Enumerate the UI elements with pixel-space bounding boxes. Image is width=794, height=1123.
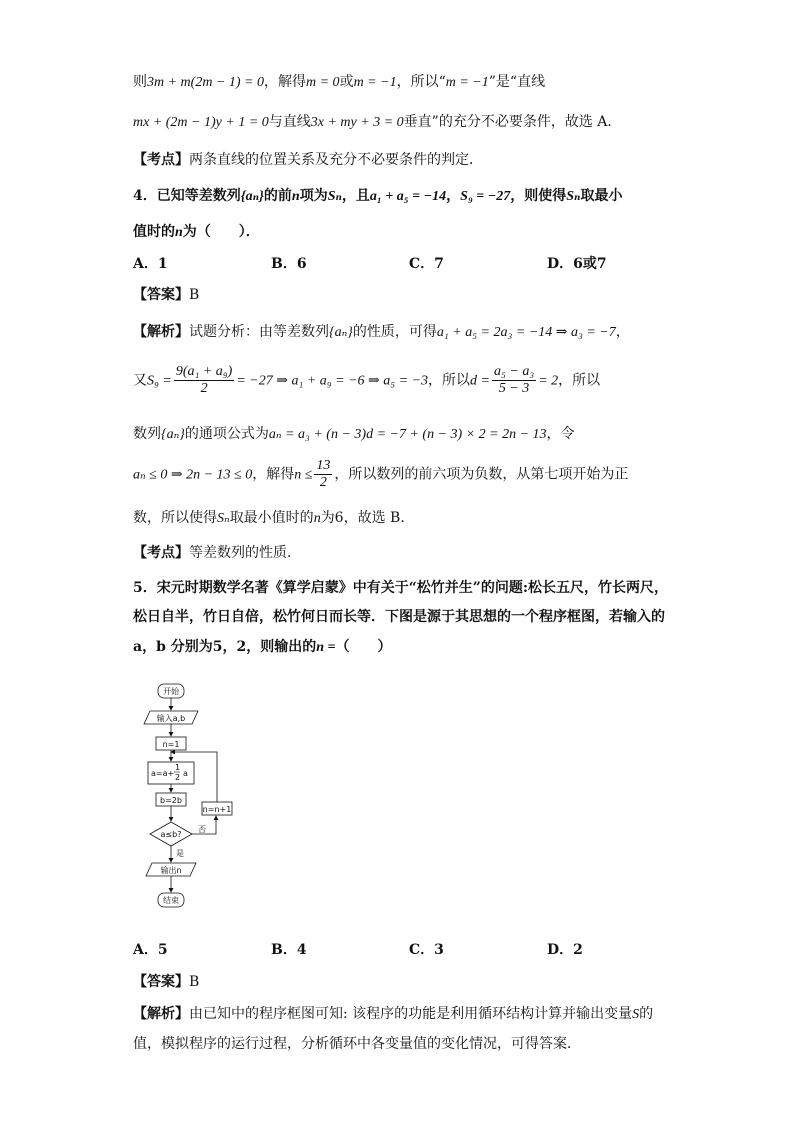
flow-input-label: 输入a,b xyxy=(156,714,186,723)
math-expr: aₙ ≤ 0 ⇒ 2n − 13 ≤ 0 xyxy=(133,467,253,483)
math-expr: S₉ = −27 xyxy=(460,189,511,204)
text: 取最小值时的 xyxy=(229,510,314,526)
q4-explanation-5 xyxy=(133,508,414,529)
text: 或 xyxy=(339,74,354,90)
text: 数列 xyxy=(133,426,161,442)
text: 又 xyxy=(133,372,147,389)
text: 为6，故选 B． xyxy=(320,510,415,526)
math-expr: = 2 xyxy=(538,373,559,389)
jiexi-tag: 【解析】 xyxy=(133,324,189,340)
math-expr: S xyxy=(632,1007,640,1022)
q5-line-3 xyxy=(133,637,391,658)
fraction-denominator: 5 − 3 xyxy=(498,381,530,396)
math-expr: {aₙ} xyxy=(161,427,185,442)
q5-explanation-1 xyxy=(133,1004,653,1025)
math-expr: 3m + m(2m − 1) = 0 xyxy=(147,75,264,90)
math-expr: = −27 ⇒ a₁ + a₉ = −6 ⇒ a₅ = −3 xyxy=(236,373,429,389)
kaodian-text: 等差数列的性质. xyxy=(189,545,292,561)
text: ， xyxy=(615,324,630,340)
p1-line-2 xyxy=(133,112,621,133)
q5-line-2: 松日自半，竹日自倍，松竹何日而长等．下图是源于其思想的一个程序框图，若输入的 xyxy=(133,609,665,625)
q4-explanation-1 xyxy=(133,322,630,343)
text: ，所以 xyxy=(558,372,601,389)
math-expr: aₙ = a₃ + (n − 3)d = −7 + (n − 3) × 2 = 2n − 13 xyxy=(268,427,547,442)
math-expr: mx + (2m − 1)y + 1 = 0 xyxy=(133,115,269,130)
math-expr: m = −1 xyxy=(353,75,397,90)
flow-yes-label: 是 xyxy=(176,849,184,858)
q4-option-c: C．7 xyxy=(409,256,444,272)
text: 为（ ）． xyxy=(182,224,260,240)
text: 由已知中的程序框图可知: 该程序的功能是利用循环结构计算并输出变量 xyxy=(189,1006,633,1022)
fraction xyxy=(492,364,536,397)
math-expr: m = 0 xyxy=(306,75,340,90)
program-flowchart xyxy=(138,680,248,912)
math-expr: n xyxy=(291,189,300,204)
q4-explanation-4 xyxy=(133,458,628,491)
kaodian-tag: 【考点】 xyxy=(133,152,189,168)
q5-option-c: C．3 xyxy=(409,942,444,958)
kaodian-tag: 【考点】 xyxy=(133,545,189,561)
text: 的通项公式为 xyxy=(184,426,269,442)
math-expr: Sₙ xyxy=(217,511,230,526)
flow-end-label: 结束 xyxy=(163,896,179,905)
answer-value: B xyxy=(189,287,200,303)
text: ，且 xyxy=(341,188,370,204)
q5-line-1: 5．宋元时期数学名著《算学启蒙》中有关于“松竹并生”的问题:松长五尺，竹长两尺， xyxy=(133,580,669,596)
fraction-numerator: a₅ − a₃ xyxy=(494,364,535,379)
text: ，所以“ xyxy=(396,74,446,90)
flow-output-label: 输出n xyxy=(160,866,182,875)
text: （ ） xyxy=(335,639,392,655)
text: 则 xyxy=(133,74,147,90)
text: 值时的 xyxy=(133,224,175,240)
text: 试题分析：由等差数列 xyxy=(189,324,329,340)
flow-decision-label: a≤b? xyxy=(160,830,182,839)
text: 数，所以使得 xyxy=(133,510,217,526)
q4-option-d: D．6或7 xyxy=(547,256,607,272)
q4-answer xyxy=(133,285,199,305)
text: a，b 分别为5，2，则输出的 xyxy=(133,639,317,655)
flow-start-label: 开始 xyxy=(163,687,179,696)
fraction-numerator: 9(a₁ + a₉) xyxy=(175,364,233,379)
flow-init-label: n=1 xyxy=(162,740,180,749)
text: 的前 xyxy=(263,188,292,204)
answer-value: B xyxy=(189,974,200,990)
q4-explanation-2 xyxy=(133,364,600,397)
fraction xyxy=(314,458,332,491)
math-expr: n xyxy=(313,511,321,526)
flow-step-a-post: a xyxy=(183,769,188,778)
q4-option-b: B．6 xyxy=(271,256,307,272)
jiexi-tag: 【解析】 xyxy=(133,1006,189,1022)
math-expr: a₁ + a₅ = −14 xyxy=(369,189,447,204)
math-expr: 3x + my + 3 = 0 xyxy=(310,115,404,130)
text: 4．已知等差数列 xyxy=(133,188,241,204)
text: ， xyxy=(446,188,461,204)
math-expr: S₉ = xyxy=(147,373,172,389)
math-expr: Sₙ xyxy=(327,189,342,204)
answer-tag: 【答案】 xyxy=(133,974,189,990)
text: ，所以数列的前六项为负数，从第七项开始为正 xyxy=(334,466,629,483)
fraction xyxy=(174,364,235,397)
flow-step-a-den: 2 xyxy=(175,773,181,782)
text: ，解得 xyxy=(252,466,295,483)
flow-no-label: 否 xyxy=(198,825,206,834)
math-expr: {aₙ} xyxy=(240,189,264,204)
q4-line-2 xyxy=(133,222,260,243)
text: 的 xyxy=(639,1006,654,1022)
q4-line-1 xyxy=(133,186,622,207)
text: ，令 xyxy=(546,426,575,442)
text: 项为 xyxy=(299,188,328,204)
q5-answer xyxy=(133,972,199,992)
text: 取最小 xyxy=(580,188,623,204)
fraction-denominator: 2 xyxy=(200,381,208,396)
q5-option-a: A．5 xyxy=(133,942,168,958)
q4-kaodian xyxy=(133,543,291,563)
text: ，则使得 xyxy=(510,188,567,204)
kaodian-text: 两条直线的位置关系及充分不必要条件的判定． xyxy=(189,152,483,168)
flow-step-b-label: b=2b xyxy=(160,796,182,805)
q5-option-d: D．2 xyxy=(547,942,583,958)
kaodian-1 xyxy=(133,150,483,170)
text: ，所以 xyxy=(428,372,471,389)
text: 与直线 xyxy=(268,114,311,130)
text: 的性质，可得 xyxy=(352,324,437,340)
math-expr: {aₙ} xyxy=(329,325,353,340)
math-expr: d = xyxy=(470,373,490,389)
math-expr: n ≤ xyxy=(294,467,313,483)
q5-explanation-2: 值，模拟程序的运行过程，分析循环中各变量值的变化情况，可得答案． xyxy=(133,1036,581,1052)
flow-step-a-label: a=a+ xyxy=(151,769,175,778)
text: 垂直”的充分不必要条件，故选 A． xyxy=(403,114,622,130)
text: ，解得 xyxy=(264,74,306,90)
math-expr: n = xyxy=(316,640,336,655)
fraction-numerator: 13 xyxy=(316,458,331,473)
math-expr: m = −1 xyxy=(445,75,489,90)
q4-explanation-3 xyxy=(133,424,575,445)
math-expr: Sₙ xyxy=(566,189,581,204)
math-expr: n xyxy=(175,225,183,240)
flow-step-a-num: 1 xyxy=(175,763,181,772)
text: ”是“直线 xyxy=(488,74,546,90)
q5-option-b: B．4 xyxy=(271,942,307,958)
math-expr: a₁ + a₅ = 2a₃ = −14 ⇒ a₃ = −7 xyxy=(436,325,616,340)
fraction-denominator: 2 xyxy=(319,475,327,490)
q4-option-a: A．1 xyxy=(133,256,168,272)
answer-tag: 【答案】 xyxy=(133,287,189,303)
p1-line-1 xyxy=(133,72,545,93)
flow-incr-label: n=n+1 xyxy=(202,805,232,814)
